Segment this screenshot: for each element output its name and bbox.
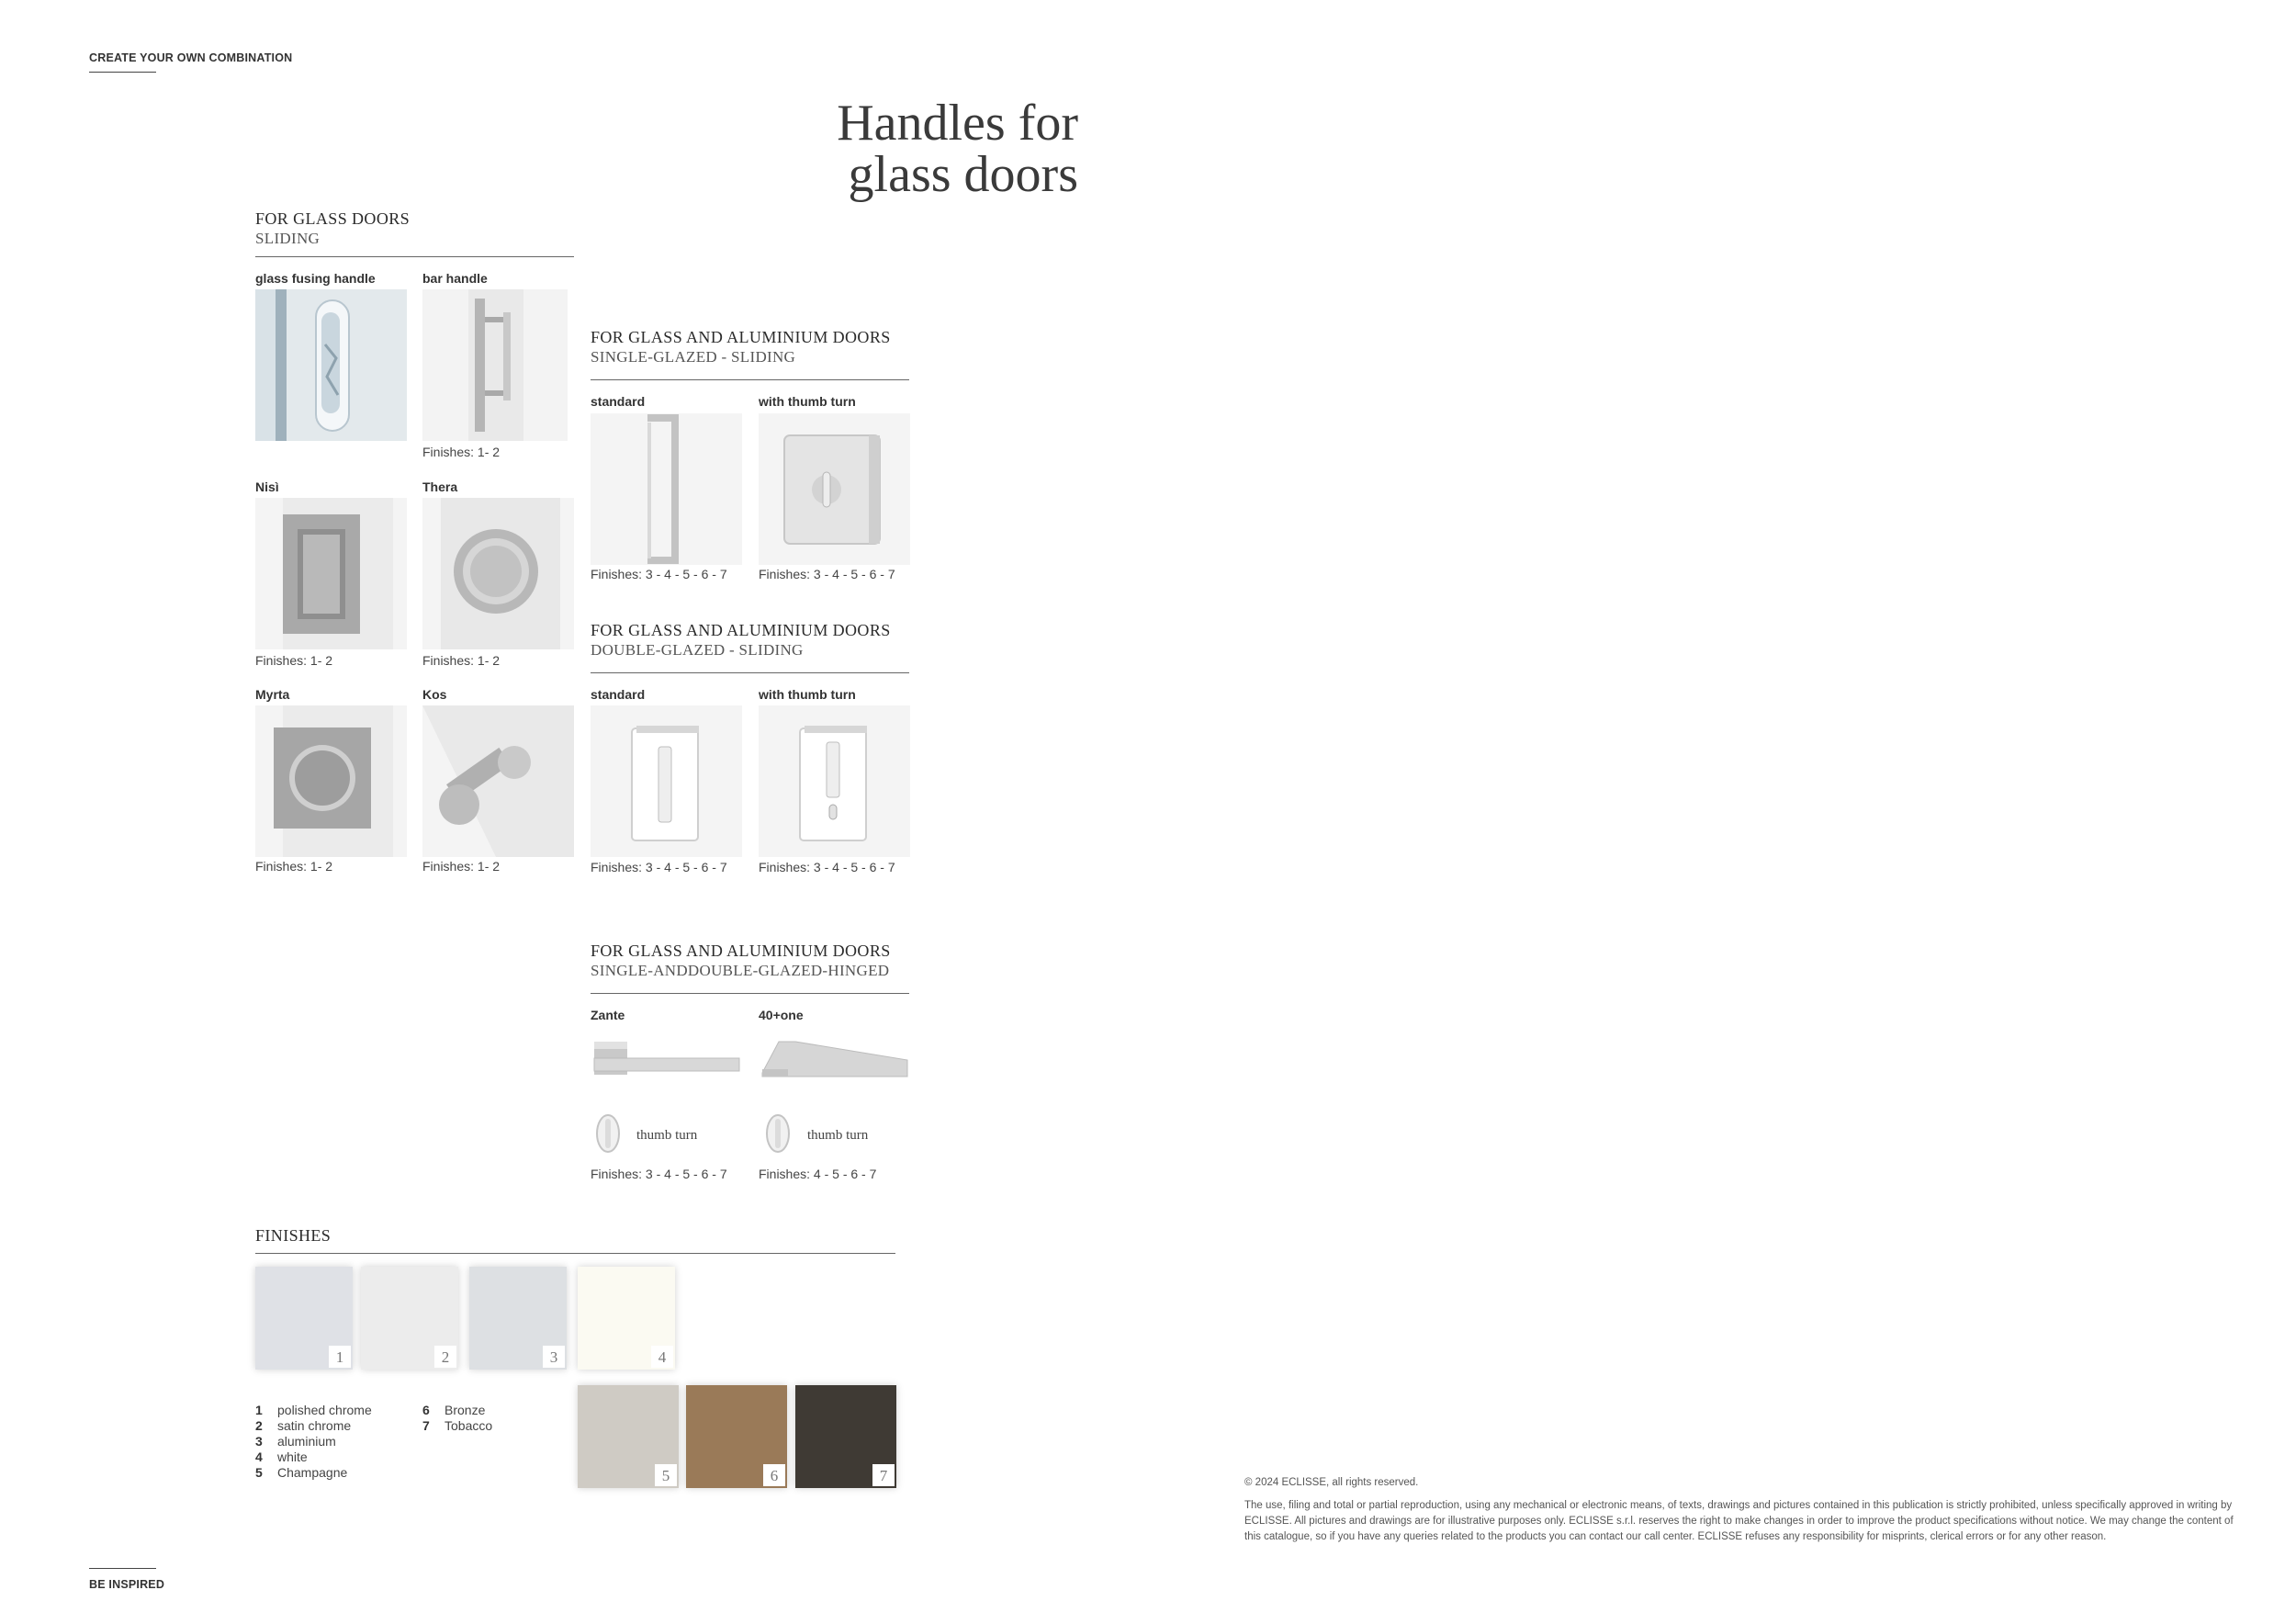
finish-swatch	[255, 1267, 353, 1370]
legend-item	[255, 1403, 372, 1418]
header-kicker: CREATE YOUR OWN COMBINATION	[89, 51, 293, 64]
product-name: with thumb turn	[759, 394, 856, 409]
product-finishes: Finishes: 3 - 4 - 5 - 6 - 7	[591, 1167, 727, 1181]
nisi-handle-image	[255, 498, 407, 649]
zante-lever-image	[591, 1032, 742, 1083]
product-name: with thumb turn	[759, 687, 856, 702]
product-finishes: Finishes: 1- 2	[255, 859, 333, 874]
glass-fusing-handle-image	[255, 289, 407, 441]
thumb-turn-label: thumb turn	[636, 1128, 698, 1143]
finish-swatch	[795, 1385, 896, 1488]
bar-handle-image	[422, 289, 568, 441]
swatch-number: 7	[872, 1464, 895, 1486]
zante-thumb-turn-icon	[596, 1113, 620, 1154]
header-rule	[89, 72, 156, 73]
product-name: Nisì	[255, 479, 279, 494]
legend-item	[422, 1418, 492, 1434]
legend-name: Tobacco	[445, 1418, 493, 1433]
swatch-number: 5	[655, 1464, 677, 1486]
finish-swatch	[578, 1385, 679, 1488]
section-double-sliding	[591, 621, 891, 660]
legend-name: satin chrome	[277, 1418, 352, 1433]
legal-text: The use, filing and total or partial reproduction, using any mechanical or electronic means, of texts, drawings and pictures contained in this publication is strictly prohibited, unless specifically approved in writing by ECLISSE. All pictures and drawings are for illustrative purposes only. ECLISSE s.r.l. reserves the right to make changes in order to improve the product specifications without notice. We may change the content of this catalogue, so if you have any queries related to the products you can contact our call center. ECLISSE refuses any responsibility for misprints, clerical errors or for any other reason.	[1244, 1500, 2234, 1542]
legend-num: 5	[255, 1465, 263, 1480]
legend-name: Champagne	[277, 1465, 348, 1480]
section-heading: FOR GLASS DOORS	[255, 209, 411, 228]
legend-item	[255, 1465, 372, 1481]
section-heading: FOR GLASS AND ALUMINIUM DOORS	[591, 621, 891, 639]
footer-label: BE INSPIRED	[89, 1578, 165, 1591]
section-subheading: SLIDING	[255, 230, 321, 247]
legend-num: 6	[422, 1403, 430, 1417]
finish-swatch	[578, 1267, 675, 1370]
product-finishes: Finishes: 3 - 4 - 5 - 6 - 7	[759, 567, 895, 581]
page-title-line2: glass doors	[848, 146, 1078, 203]
swatch-number: 1	[329, 1346, 351, 1368]
legend-item	[255, 1418, 372, 1434]
section-rule	[255, 256, 574, 257]
product-name: Zante	[591, 1008, 625, 1022]
section-rule	[591, 672, 909, 673]
swatch-number: 2	[434, 1346, 456, 1368]
legend-name: white	[277, 1449, 308, 1464]
legend-name: aluminium	[277, 1434, 336, 1449]
product-name: standard	[591, 394, 646, 409]
finish-swatch	[686, 1385, 787, 1488]
finish-swatch	[469, 1267, 567, 1370]
product-name: Myrta	[255, 687, 290, 702]
section-hinged	[591, 942, 891, 980]
finish-swatch	[361, 1267, 458, 1370]
legend-item	[422, 1403, 492, 1418]
forty-one-thumb-turn-icon	[766, 1113, 790, 1154]
myrta-handle-image	[255, 705, 407, 857]
double-thumb-turn-image	[759, 705, 910, 857]
product-finishes: Finishes: 1- 2	[255, 653, 333, 668]
single-thumb-turn-image	[759, 413, 910, 565]
thera-handle-image	[422, 498, 574, 649]
section-heading: FOR GLASS AND ALUMINIUM DOORS	[591, 942, 891, 960]
legal-notice	[1244, 1475, 2236, 1545]
product-finishes: Finishes: 3 - 4 - 5 - 6 - 7	[759, 860, 895, 874]
product-finishes: Finishes: 3 - 4 - 5 - 6 - 7	[591, 860, 727, 874]
section-subheading: DOUBLE-GLAZED - SLIDING	[591, 641, 804, 659]
product-finishes: Finishes: 3 - 4 - 5 - 6 - 7	[591, 567, 727, 581]
page-title-line1: Handles for	[837, 95, 1078, 152]
finishes-heading: FINISHES	[255, 1226, 332, 1245]
product-name: glass fusing handle	[255, 271, 376, 286]
forty-one-lever-image	[759, 1032, 910, 1083]
product-finishes: Finishes: 1- 2	[422, 445, 501, 459]
legend-num: 1	[255, 1403, 263, 1417]
copyright: © 2024 ECLISSE, all rights reserved.	[1244, 1477, 1419, 1488]
product-name: standard	[591, 687, 646, 702]
product-finishes: Finishes: 1- 2	[422, 859, 501, 874]
legend-num: 2	[255, 1418, 263, 1433]
swatch-number: 6	[763, 1464, 785, 1486]
section-subheading: SINGLE-GLAZED - SLIDING	[591, 348, 796, 366]
section-glass-sliding	[255, 209, 410, 248]
footer-rule	[89, 1568, 156, 1569]
section-rule	[591, 993, 909, 994]
legend-name: Bronze	[445, 1403, 486, 1417]
finishes-rule	[255, 1253, 895, 1254]
finishes-legend-col2	[422, 1403, 492, 1434]
legend-item	[255, 1434, 372, 1449]
finishes-legend-col1	[255, 1403, 372, 1481]
product-name: bar handle	[422, 271, 488, 286]
swatch-number: 4	[651, 1346, 673, 1368]
section-heading: FOR GLASS AND ALUMINIUM DOORS	[591, 328, 891, 346]
thumb-turn-label: thumb turn	[807, 1128, 869, 1143]
single-standard-image	[591, 413, 742, 565]
section-subheading: SINGLE-ANDDOUBLE-GLAZED-HINGED	[591, 962, 890, 979]
product-name: Thera	[422, 479, 458, 494]
legend-name: polished chrome	[277, 1403, 372, 1417]
legend-num: 7	[422, 1418, 430, 1433]
product-name: 40+one	[759, 1008, 804, 1022]
legend-num: 4	[255, 1449, 263, 1464]
product-name: Kos	[422, 687, 447, 702]
page-title	[643, 95, 1078, 203]
section-rule	[591, 379, 909, 380]
product-finishes: Finishes: 1- 2	[422, 653, 501, 668]
swatch-number: 3	[543, 1346, 565, 1368]
product-finishes: Finishes: 4 - 5 - 6 - 7	[759, 1167, 877, 1181]
double-standard-image	[591, 705, 742, 857]
legend-num: 3	[255, 1434, 263, 1449]
legend-item	[255, 1449, 372, 1465]
kos-handle-image	[422, 705, 574, 857]
section-single-sliding	[591, 328, 891, 367]
